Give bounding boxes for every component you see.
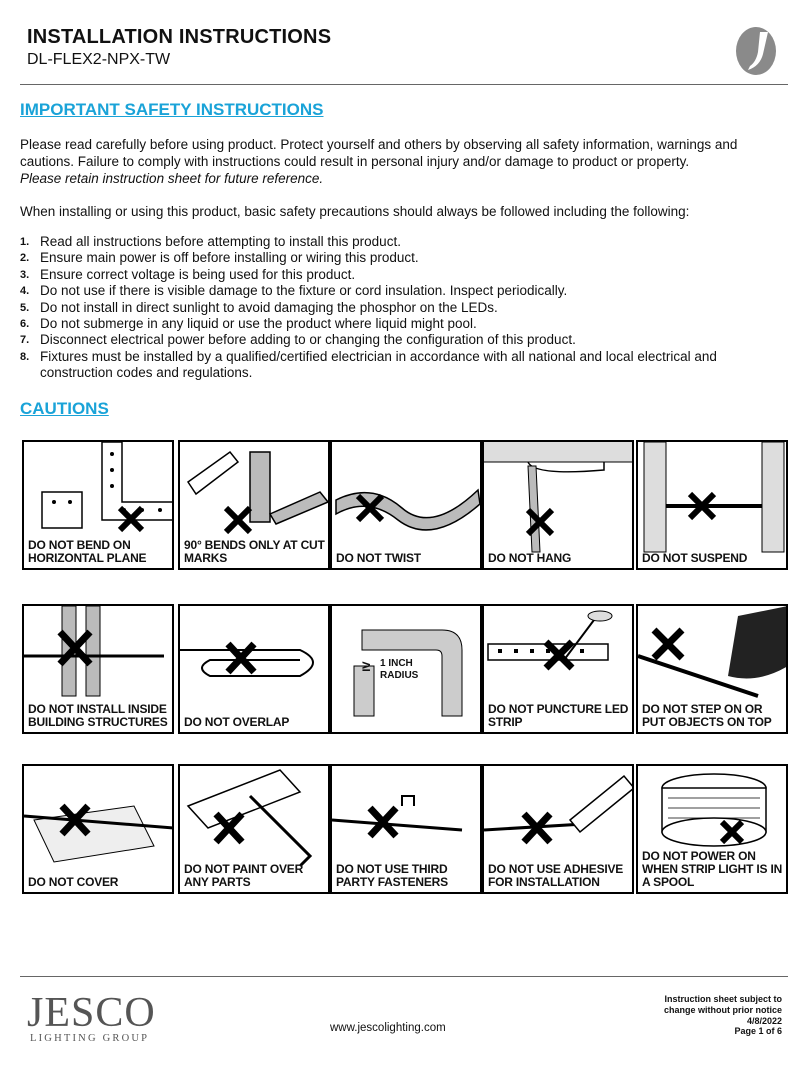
list-item: 2. Ensure main power is off before installing or wiring this product. xyxy=(20,250,419,266)
website-link[interactable]: www.jescolighting.com xyxy=(330,1022,446,1034)
caption: DO NOT BEND ON HORIZONTAL PLANE xyxy=(28,538,147,565)
caution-tile-bends-cut-marks xyxy=(178,440,330,570)
list-item: 3. Ensure correct voltage is being used for this product. xyxy=(20,266,356,282)
caution-tile-puncture xyxy=(482,604,634,734)
safety-intro xyxy=(20,136,790,187)
radius-value: 1 INCH xyxy=(380,658,413,669)
caption: DO NOT PAINT OVER ANY PARTS xyxy=(184,862,304,889)
safety-lead: When installing or using this product, basic safety precautions should always be followed including the following: xyxy=(20,204,690,219)
radius-label: RADIUS xyxy=(380,670,419,681)
caution-tile-bend-horizontal xyxy=(22,440,174,570)
document-title: INSTALLATION INSTRUCTIONS xyxy=(27,26,332,48)
caption: 90° BENDS ONLY AT CUT MARKS xyxy=(184,538,325,565)
header-divider xyxy=(20,84,788,85)
caution-tile-suspend xyxy=(636,440,788,570)
caption: DO NOT USE THIRD PARTY FASTENERS xyxy=(336,862,448,889)
safety-list xyxy=(20,234,790,382)
brand-logo: JESCO xyxy=(27,990,156,1036)
caption: DO NOT POWER ON WHEN STRIP LIGHT IS IN A SPOOL xyxy=(642,849,783,889)
footer-notes xyxy=(664,994,782,1037)
caution-tile-cover xyxy=(22,764,174,894)
caption: DO NOT USE ADHESIVE FOR INSTALLATION xyxy=(488,862,624,889)
caution-tile-adhesive xyxy=(482,764,634,894)
model-number: DL-FLEX2-NPX-TW xyxy=(27,51,171,68)
caption: DO NOT SUSPEND xyxy=(642,551,748,565)
note-line: Instruction sheet subject to xyxy=(664,994,782,1004)
caption: DO NOT COVER xyxy=(28,875,119,889)
caution-tile-twist xyxy=(330,440,482,570)
list-item: 5. Do not install in direct sunlight to avoid damaging the phosphor on the LEDs. xyxy=(20,299,498,315)
caution-tile-fasteners xyxy=(330,764,482,894)
caption: DO NOT INSTALL INSIDE BUILDING STRUCTURES xyxy=(28,702,168,729)
list-item: 1. Read all instructions before attempting to install this product. xyxy=(20,234,401,249)
radius-sign: ≥ xyxy=(362,658,371,675)
caption: DO NOT HANG xyxy=(488,551,572,565)
caption: DO NOT PUNCTURE LED STRIP xyxy=(488,702,629,729)
caution-tile-overlap xyxy=(178,604,330,734)
brand-subtitle: LIGHTING GROUP xyxy=(30,1033,150,1044)
cautions-heading: CAUTIONS xyxy=(20,399,109,418)
caption: DO NOT STEP ON OR PUT OBJECTS ON TOP xyxy=(642,702,772,729)
safety-intro-italic: Please retain instruction sheet for future reference. xyxy=(20,171,324,186)
safety-intro-text: Please read carefully before using product. Protect yourself and others by observing all safety information, warnings and cautions. Failure to comply with instructions could result in personal injury and/or damage to product or property. xyxy=(20,137,738,169)
page-number: Page 1 of 6 xyxy=(734,1026,782,1037)
caution-tile-paint xyxy=(178,764,330,894)
list-item: 6. Do not submerge in any liquid or use the product where liquid might pool. xyxy=(20,316,477,332)
jesco-j-logo xyxy=(734,26,778,76)
list-item: 4. Do not use if there is visible damage to the fixture or cord insulation. Inspect periodically. xyxy=(20,283,568,299)
list-item: 7. Disconnect electrical power before adding to or changing the configuration of this product. xyxy=(20,332,576,348)
list-item: 8. Fixtures must be installed by a qualified/certified electrician in accordance with all national and local electrical and construction codes and regulations. xyxy=(20,348,717,381)
note-date: 4/8/2022 xyxy=(746,1015,782,1026)
caution-tile-step-on xyxy=(636,604,788,734)
caption: DO NOT TWIST xyxy=(336,551,421,565)
caption: DO NOT OVERLAP xyxy=(184,715,290,729)
caution-tile-building-structures xyxy=(22,604,174,734)
caution-tile-spool xyxy=(636,764,788,894)
safety-heading: IMPORTANT SAFETY INSTRUCTIONS xyxy=(20,100,324,119)
caution-tile-radius xyxy=(330,604,482,734)
footer-divider xyxy=(20,976,788,977)
radius-text xyxy=(380,658,418,682)
note-line: change without prior notice xyxy=(663,1004,782,1015)
caution-tile-hang xyxy=(482,440,634,570)
